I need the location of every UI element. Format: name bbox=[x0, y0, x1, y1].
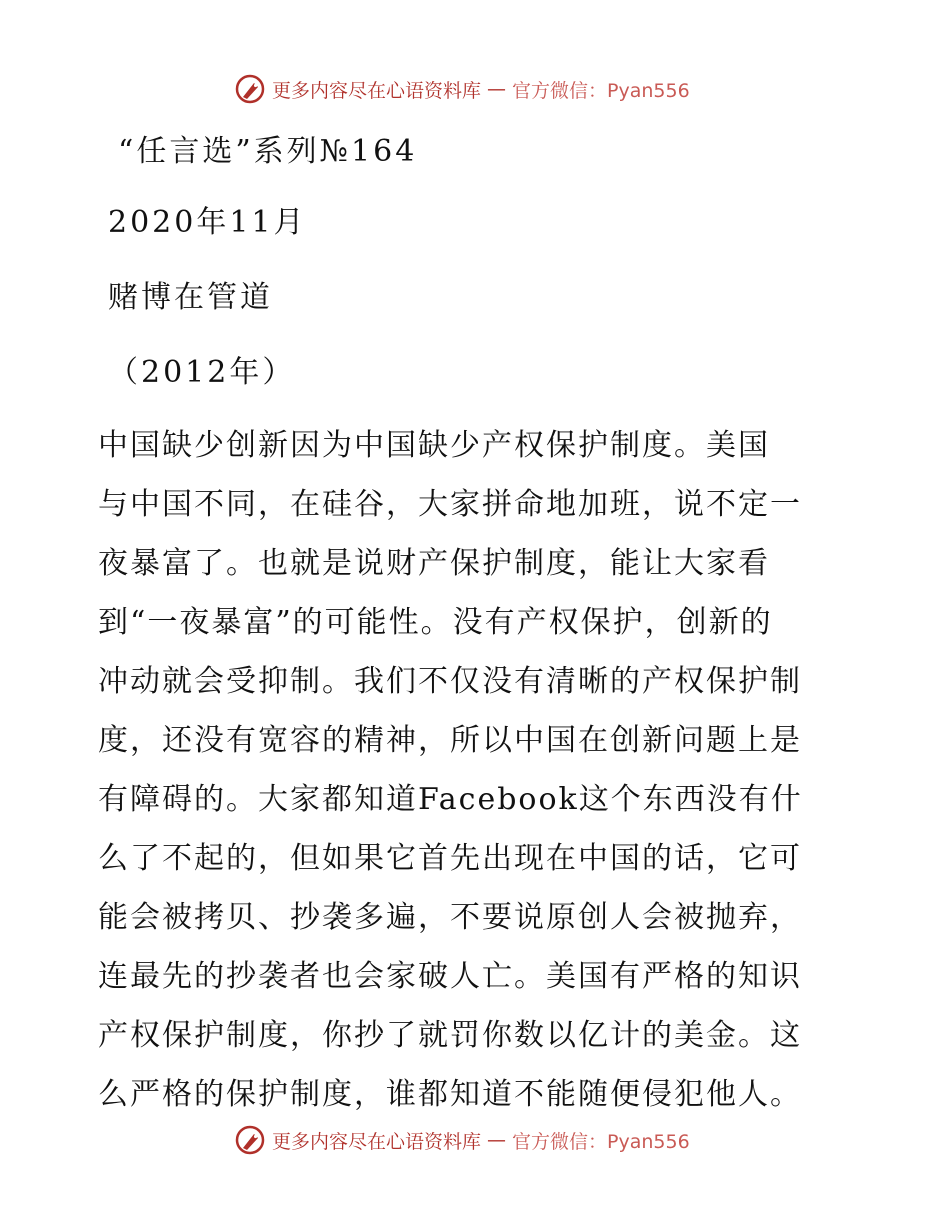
watermark-text: 更多内容尽在心语资料库 bbox=[272, 79, 482, 102]
year-label: （2012年） bbox=[108, 355, 296, 390]
body-line: 度，还没有宽容的精神，所以中国在创新问题上是 bbox=[98, 723, 802, 758]
body-line: 中国缺少创新因为中国缺少产权保护制度。美国 bbox=[98, 428, 770, 463]
watermark-text: 更多内容尽在心语资料库 bbox=[272, 1130, 482, 1153]
watermark-footer bbox=[234, 1123, 690, 1157]
watermark-wechat: 官方微信：Pyan556 bbox=[512, 79, 690, 102]
watermark-separator: — bbox=[487, 1129, 507, 1151]
body-line: 有障碍的。大家都知道Facebook这个东西没有什 bbox=[98, 782, 803, 817]
body-line: 冲动就会受抑制。我们不仅没有清晰的产权保护制 bbox=[98, 664, 802, 699]
body-line: 连最先的抄袭者也会家破人亡。美国有严格的知识 bbox=[98, 959, 802, 994]
series-label: “任言选”系列№164 bbox=[118, 134, 418, 169]
body-line: 与中国不同，在硅谷，大家拼命地加班，说不定一 bbox=[98, 487, 802, 522]
body-line: 能会被拷贝、抄袭多遍，不要说原创人会被抛弃， bbox=[98, 900, 802, 935]
date-label: 2020年11月 bbox=[108, 205, 307, 240]
pen-nib-seal-icon bbox=[234, 73, 266, 105]
pen-nib-seal-icon bbox=[234, 1124, 266, 1156]
body-line: 么严格的保护制度，谁都知道不能随便侵犯他人。 bbox=[98, 1077, 802, 1112]
body-line: 夜暴富了。也就是说财产保护制度，能让大家看 bbox=[98, 546, 770, 581]
watermark-wechat: 官方微信：Pyan556 bbox=[512, 1130, 690, 1153]
article-body bbox=[98, 416, 858, 1124]
body-line: 产权保护制度，你抄了就罚你数以亿计的美金。这 bbox=[98, 1018, 802, 1053]
body-line: 到“一夜暴富”的可能性。没有产权保护，创新的 bbox=[98, 605, 773, 640]
article-title: 赌博在管道 bbox=[108, 280, 273, 315]
body-line: 么了不起的，但如果它首先出现在中国的话，它可 bbox=[98, 841, 802, 876]
watermark-separator: — bbox=[487, 78, 507, 100]
watermark-header bbox=[234, 72, 690, 106]
